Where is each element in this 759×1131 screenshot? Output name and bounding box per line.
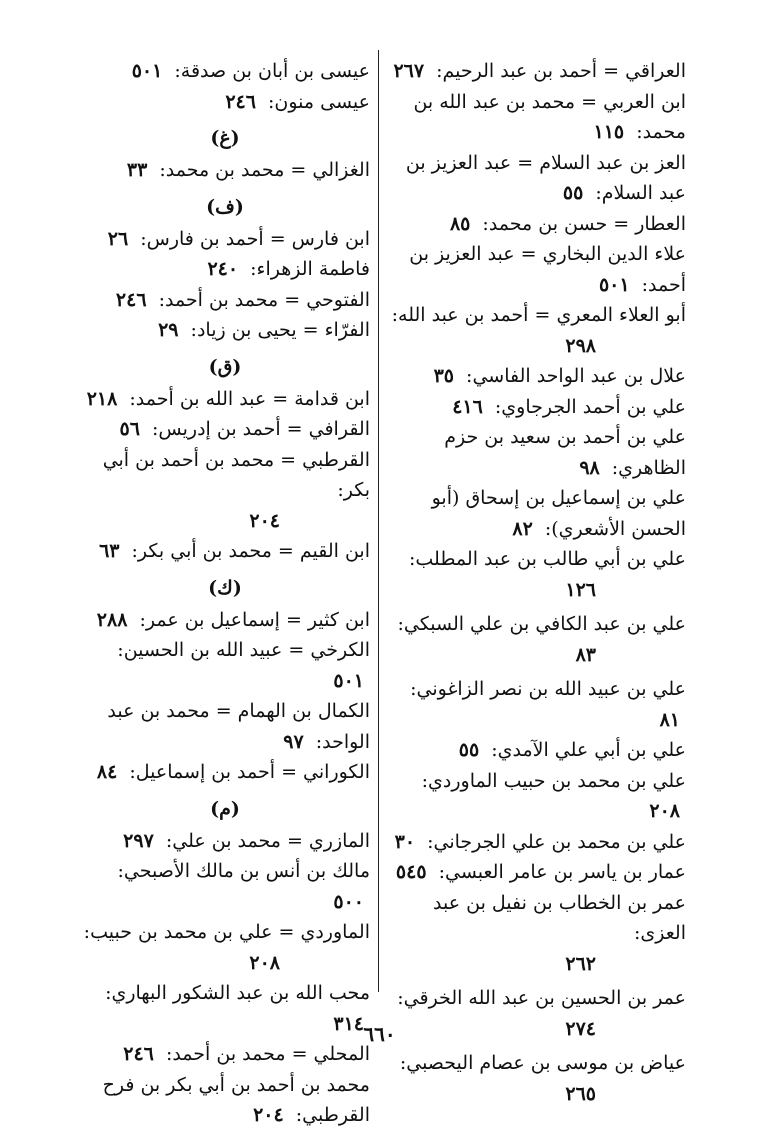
index-entry: علي بن عبد الكافي بن علي السبكي: ٨٣ — [397, 613, 686, 666]
index-entry: ابن فارس = أحمد بن فارس: ٢٦ — [107, 227, 370, 250]
index-entry: العز بن عبد السلام = عبد العزيز بن عبد السلام: ٥٥ — [405, 151, 686, 204]
index-entry: الفرّاء = يحيى بن زياد: ٢٩ — [158, 319, 370, 341]
column-divider — [378, 50, 379, 992]
index-entry: علاء الدين البخاري = عبد العزيز بن أحمد: ٥٠١ — [409, 243, 686, 296]
section-heading-ghain: (غ) — [210, 127, 240, 149]
section-heading-qaf: (ق) — [208, 355, 242, 378]
index-entry: ابن كثير = إسماعيل بن عمر: ٢٨٨ — [96, 608, 370, 631]
left-column — [80, 56, 370, 1131]
index-entry: عيسى بن أبان بن صدقة: ٥٠١ — [131, 60, 370, 82]
index-entry: القرافي = أحمد بن إدريس: ٥٦ — [119, 418, 370, 440]
index-entry: علي بن محمد بن علي الجرجاني: ٣٠ — [394, 830, 686, 853]
index-entry: الكرخي = عبيد الله بن الحسين: ٥٠١ — [117, 639, 370, 692]
index-entry: علي بن محمد بن حبيب الماوردي: ٢٠٨ — [421, 769, 686, 822]
index-entry: عمر بن الحسين بن عبد الله الخرقي: ٢٧٤ — [397, 987, 686, 1040]
index-entry: الغزالي = محمد بن محمد: ٣٣ — [126, 159, 370, 181]
page-number: ٦٦٠ — [363, 1022, 396, 1046]
right-column — [390, 56, 686, 1109]
index-entry: علي بن أحمد الجرجاوي: ٤١٦ — [452, 395, 686, 418]
index-entry: محمد بن أحمد بن أبي بكر بن فرح القرطبي: ٢٠٤ — [102, 1073, 370, 1126]
index-entry: عمار بن ياسر بن عامر العبسي: ٥٤٥ — [395, 861, 686, 883]
index-entry: أبو العلاء المعري = أحمد بن عبد الله: ٢٩٨ — [391, 304, 686, 357]
index-entry: عيسى منون: ٢٤٦ — [225, 90, 370, 113]
index-entry: العراقي = أحمد بن عبد الرحيم: ٢٦٧ — [393, 60, 686, 82]
section-heading-fa: (ف) — [206, 195, 244, 218]
index-entry: محب الله بن عبد الشكور البهاري: ٣١٤ — [105, 982, 370, 1035]
index-entry: الفتوحي = محمد بن أحمد: ٢٤٦ — [115, 288, 370, 311]
section-heading-kaf: (ك) — [208, 576, 242, 599]
index-entry: العطار = حسن بن محمد: ٨٥ — [449, 212, 686, 235]
index-entry: عمر بن الخطاب بن نفيل بن عبد العزى: ٢٦٢ — [433, 891, 686, 975]
index-entry: ابن القيم = محمد بن أبي بكر: ٦٣ — [99, 540, 370, 562]
index-entry: عياض بن موسى بن عصام اليحصبي: ٢٦٥ — [399, 1052, 686, 1105]
section-heading-mim: (م) — [210, 797, 240, 820]
index-entry: ابن قدامة = عبد الله بن أحمد: ٢١٨ — [86, 387, 370, 410]
index-entry: علال بن عبد الواحد الفاسي: ٣٥ — [433, 365, 686, 387]
index-entry: علي بن أبي علي الآمدي: ٥٥ — [458, 739, 686, 761]
index-entry: علي بن عبيد الله بن نصر الزاغوني: ٨١ — [410, 678, 686, 731]
index-entry: مالك بن أنس بن مالك الأصبحي: ٥٠٠ — [117, 860, 370, 913]
index-entry: الماوردي = علي بن محمد بن حبيب: ٢٠٨ — [83, 921, 370, 974]
index-entry: علي بن أبي طالب بن عبد المطلب: ١٢٦ — [409, 548, 686, 601]
index-entry: فاطمة الزهراء: ٢٤٠ — [207, 258, 370, 280]
index-entry: الكوراني = أحمد بن إسماعيل: ٨٤ — [96, 761, 370, 783]
index-entry: القرطبي = محمد بن أحمد بن أبي بكر: ٢٠٤ — [102, 448, 370, 532]
index-entry: الكمال بن الهمام = محمد بن عبد الواحد: ٩٧ — [107, 700, 370, 753]
index-entry: علي بن إسماعيل بن إسحاق (أبو الحسن الأشعري): ٨٢ — [431, 487, 686, 540]
index-entry: ابن العربي = محمد بن عبد الله بن محمد: ١١٥ — [413, 90, 686, 143]
index-entry: المحلي = محمد بن أحمد: ٢٤٦ — [123, 1043, 370, 1065]
index-entry: المازري = محمد بن علي: ٢٩٧ — [123, 829, 370, 852]
index-entry: علي بن أحمد بن سعيد بن حزم الظاهري: ٩٨ — [444, 426, 686, 479]
